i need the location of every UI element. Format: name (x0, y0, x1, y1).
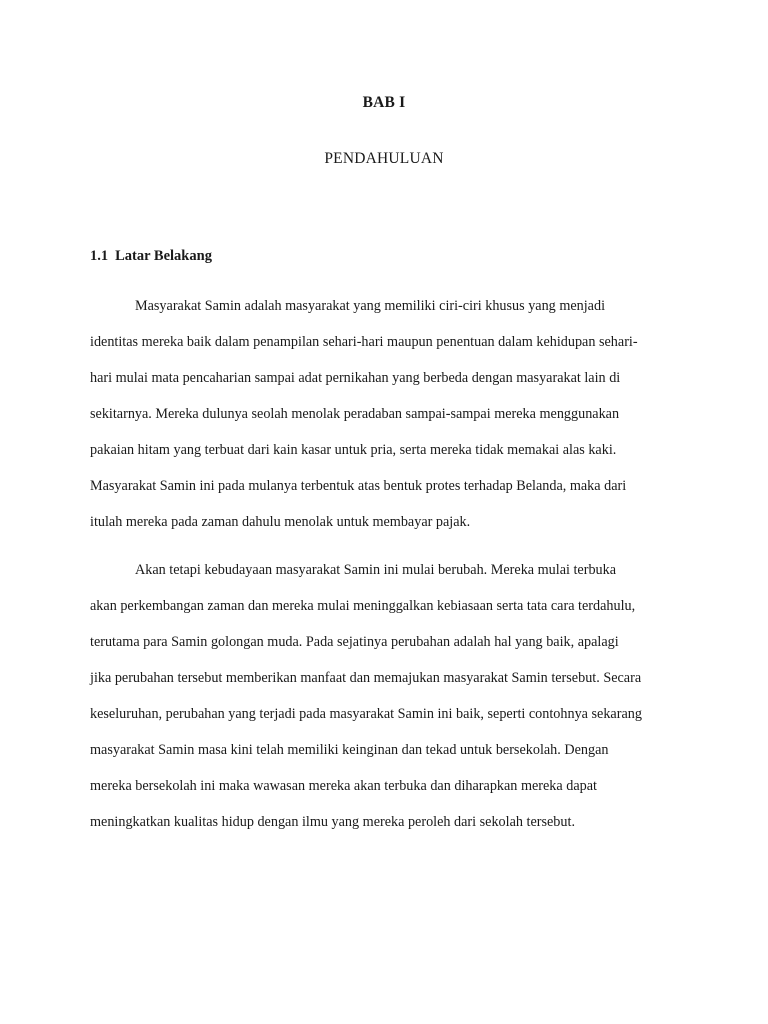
section-number: 1.1 (90, 248, 109, 264)
paragraph-line: sekitarnya. Mereka dulunya seolah menolak peradaban sampai-sampai mereka menggunakan (90, 406, 620, 422)
paragraph-line: pakaian hitam yang terbuat dari kain kasar untuk pria, serta mereka tidak memakai alas kaki. (90, 442, 617, 458)
section-title: Latar Belakang (115, 248, 212, 264)
paragraph (90, 560, 680, 848)
paragraph (90, 296, 680, 548)
section-heading (90, 248, 212, 265)
paragraph-line: akan perkembangan zaman dan mereka mulai meninggalkan kebiasaan serta tata cara terdahulu, (90, 598, 636, 614)
paragraph-line: Masyarakat Samin adalah masyarakat yang memiliki ciri-ciri khusus yang menjadi (135, 298, 606, 314)
paragraph-line: jika perubahan tersebut memberikan manfaat dan memajukan masyarakat Samin tersebut. Secara (90, 670, 642, 686)
chapter-label: BAB I (362, 94, 406, 111)
paragraph-line: mereka bersekolah ini maka wawasan mereka akan terbuka dan diharapkan mereka dapat (90, 778, 597, 794)
paragraph-line: itulah mereka pada zaman dahulu menolak untuk membayar pajak. (90, 514, 471, 530)
paragraph-line: keseluruhan, perubahan yang terjadi pada masyarakat Samin ini baik, seperti contohnya sekarang (90, 706, 642, 722)
paragraph-line: meningkatkan kualitas hidup dengan ilmu yang mereka peroleh dari sekolah tersebut. (90, 814, 575, 830)
paragraph-line: masyarakat Samin masa kini telah memiliki keinginan dan tekad untuk bersekolah. Dengan (90, 742, 609, 758)
paragraph-line: Akan tetapi kebudayaan masyarakat Samin ini mulai berubah. Mereka mulai terbuka (135, 562, 617, 578)
paragraph-line: identitas mereka baik dalam penampilan sehari-hari maupun penentuan dalam kehidupan sehari- (90, 334, 638, 350)
paragraph-line: hari mulai mata pencaharian sampai adat pernikahan yang berbeda dengan masyarakat lain di (90, 370, 621, 386)
chapter-title: PENDAHULUAN (324, 150, 444, 167)
paragraph-line: Masyarakat Samin ini pada mulanya terbentuk atas bentuk protes terhadap Belanda, maka dari (90, 478, 627, 494)
paragraph-line: terutama para Samin golongan muda. Pada sejatinya perubahan adalah hal yang baik, apalagi (90, 634, 619, 650)
